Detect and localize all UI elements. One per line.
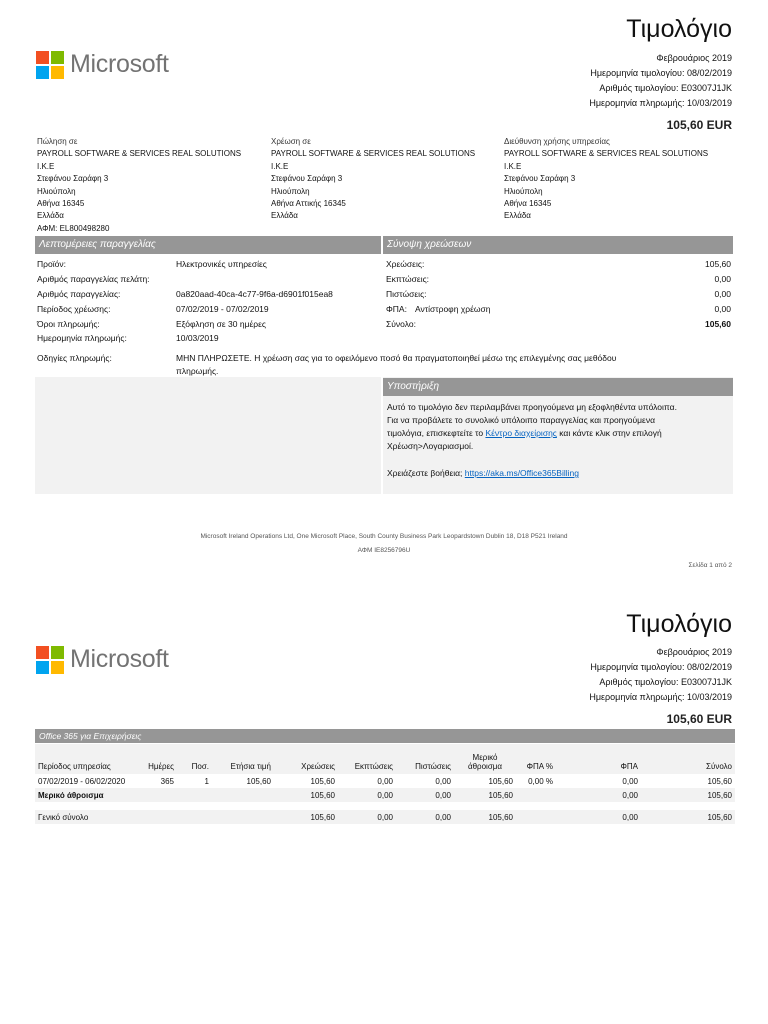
order-value: 07/02/2019 - 07/02/2019 [176,304,269,314]
table-cell: 0,00 [622,776,638,786]
address-line: I.K.E [37,161,55,171]
table-cell: 365 [160,776,174,786]
column-header: Ημέρες [148,762,174,771]
bill-to-label: Χρέωση σε [271,137,311,146]
order-label: Περίοδος χρέωσης: [37,304,111,314]
support-header: Υποστήριξη [383,378,733,396]
table-cell: 105,60 [246,776,271,786]
column-header: ΦΠΑ % [526,762,553,771]
table-cell: 0,00 [435,776,451,786]
summary-label: Χρεώσεις: [386,259,425,269]
empty-panel [35,377,381,494]
support-text: και κάντε κλικ στην επιλογή [556,428,662,438]
spacer-row [35,802,735,810]
table-cell: 105,60 [310,776,335,786]
table-cell: 0,00 [377,790,393,800]
address-line: Στεφάνου Σαράφη 3 [271,174,343,184]
column-header: Σύνολο [706,762,732,771]
help-label: Χρειάζεστε βοήθεια; [387,468,465,478]
subtotal-label: Μερικό άθροισμα [38,790,104,800]
address-line: I.K.E [504,161,522,171]
microsoft-squares-icon [36,646,64,674]
vat-number: ΑΦΜ: EL800498280 [37,223,110,233]
column-header: Περίοδος υπηρεσίας [38,762,111,771]
table-cell: 0,00 [622,812,638,822]
address-line: Αθήνα 16345 [504,199,552,209]
detail-table [35,744,735,824]
detail-header: Office 365 για Επιχειρήσεις [35,729,735,743]
table-row [35,774,735,788]
address-line: Αθήνα 16345 [37,199,85,209]
table-cell: 105,60 [310,790,335,800]
grand-total-label: Γενικό σύνολο [38,812,89,822]
vat-note: Αντίστροφη χρέωση [415,304,491,314]
address-line: I.K.E [271,161,289,171]
column-header: Ποσ. [191,762,209,771]
subtotal-row [35,788,735,802]
column-header: Πιστώσεις [415,762,451,771]
summary-label: ΦΠΑ: [386,304,407,314]
invoice-number: Αριθμός τιμολογίου: E03007J1JK [599,677,732,687]
summary-value: 0,00 [714,274,731,284]
order-label: Αριθμός παραγγελίας πελάτη: [37,274,150,284]
column-header: Μερικό άθροισμα [467,753,503,771]
support-line: Χρέωση>Λογαριασμοί. [387,441,474,451]
order-label: Αριθμός παραγγελίας: [37,289,121,299]
table-cell: 0,00 [377,776,393,786]
page-number: Σελίδα 1 από 2 [688,562,732,569]
table-cell [516,810,556,824]
payment-text-cont: πληρωμής. [176,366,219,376]
brand-name: Microsoft [70,50,169,78]
invoice-amount-p2: 105,60 EUR [666,712,732,726]
invoice-meta-p2 [589,645,732,705]
invoice-date: Ημερομηνία τιμολογίου: 08/02/2019 [590,662,732,672]
spacer [35,802,735,810]
column-header: Εκπτώσεις [354,762,393,771]
summary-value: 0,00 [714,304,731,314]
address-line: Αθήνα Αττικής 16345 [271,199,346,209]
column-header: ΦΠΑ [620,762,638,771]
address-line: Ηλιούπολη [37,186,76,196]
microsoft-logo-p2 [36,645,169,674]
table-cell: 105,60 [707,812,732,822]
address-line: Ηλιούπολη [504,186,543,196]
table-cell: 105,60 [707,776,732,786]
table-cell: 105,60 [488,812,513,822]
column-header: Χρεώσεις [301,762,335,771]
summary-label: Σύνολο: [386,319,416,329]
table-cell: 0,00 % [528,776,553,786]
table-cell: 0,00 [435,790,451,800]
summary-header: Σύνοψη χρεώσεων [383,236,733,254]
order-details-header: Λεπτομέρειες παραγγελίας [35,236,381,254]
summary-value: 105,60 [705,259,731,269]
address-line: Ελλάδα [37,211,64,221]
address-line: Στεφάνου Σαράφη 3 [504,174,576,184]
table-cell: 0,00 [435,812,451,822]
invoice-title: Τιμολόγιο [626,15,732,43]
summary-total: 105,60 [705,319,731,329]
sold-to-label: Πώληση σε [37,137,78,146]
brand-name: Microsoft [70,645,169,673]
admin-center-link[interactable]: Κέντρο διαχείρισης [485,428,557,438]
payment-label: Οδηγίες πληρωμής: [37,353,112,363]
address-line: Στεφάνου Σαράφη 3 [37,174,109,184]
payment-text: ΜΗΝ ΠΛΗΡΩΣΕΤΕ. Η χρέωση σας για το οφειλόμενο ποσό θα πραγματοποιηθεί μέσω της επιλεγμένης σας μεθόδου [176,353,617,363]
summary-label: Εκπτώσεις: [386,274,430,284]
help-line [387,468,579,478]
address-line: Ελλάδα [504,211,531,221]
bill-to-block [271,136,496,223]
address-line: PAYROLL SOFTWARE & SERVICES REAL SOLUTIONS [504,149,709,159]
table-cell [516,788,556,802]
invoice-title-p2: Τιμολόγιο [626,610,732,638]
address-line: PAYROLL SOFTWARE & SERVICES REAL SOLUTIONS [271,149,476,159]
grand-total-row [35,810,735,824]
summary-label: Πιστώσεις: [386,289,427,299]
address-line: Ελλάδα [271,211,298,221]
support-line: Για να προβάλετε το συνολικό υπόλοιπο παραγγελίας και προηγούμενα [387,415,655,425]
microsoft-logo [36,50,169,79]
table-cell: 07/02/2019 - 06/02/2020 [38,776,126,786]
service-address-block [504,136,732,223]
microsoft-squares-icon [36,51,64,79]
order-label: Προϊόν: [37,259,66,269]
invoice-number: Αριθμός τιμολογίου: E03007J1JK [599,83,732,93]
table-header-row [35,744,735,774]
invoice-month: Φεβρουάριος 2019 [656,647,732,657]
invoice-meta [589,51,732,111]
table-cell: 1 [204,776,209,786]
order-value: 0a820aad-40ca-4c77-9f6a-d6901f015ea8 [176,289,333,299]
sold-to-block [37,136,262,235]
order-label: Ημερομηνία πληρωμής: [37,333,127,343]
support-text: τιμολόγια, επισκεφτείτε το [387,428,486,438]
table-cell: 0,00 [622,790,638,800]
summary-value: 0,00 [714,289,731,299]
invoice-date: Ημερομηνία τιμολογίου: 08/02/2019 [590,68,732,78]
table-cell: 0,00 [377,812,393,822]
order-value: 10/03/2019 [176,333,219,343]
invoice-amount: 105,60 EUR [666,118,732,132]
table-cell: 105,60 [488,790,513,800]
support-line [387,428,662,438]
table-cell: 105,60 [707,790,732,800]
invoice-due: Ημερομηνία πληρωμής: 10/03/2019 [589,692,732,702]
order-value: Ηλεκτρονικές υπηρεσίες [176,259,267,269]
footer-address: Microsoft Ireland Operations Ltd, One Microsoft Place, South County Business Park Leopardstown Dublin 18, D18 P521 Ireland [200,533,568,540]
billing-help-link[interactable]: https://aka.ms/Office365Billing [464,468,579,478]
column-header: Ετήσια τιμή [230,762,271,771]
invoice-month: Φεβρουάριος 2019 [656,53,732,63]
address-line: Ηλιούπολη [271,186,310,196]
order-label: Όροι πληρωμής: [37,319,100,329]
table-cell: 105,60 [310,812,335,822]
support-line: Αυτό το τιμολόγιο δεν περιλαμβάνει προηγούμενα μη εξοφληθέντα υπόλοιπα. [387,402,677,412]
service-address-label: Διεύθυνση χρήσης υπηρεσίας [504,137,610,146]
order-value: Εξόφληση σε 30 ημέρες [176,319,266,329]
table-cell: 105,60 [488,776,513,786]
footer-vat: ΑΦΜ IE8256796U [357,547,411,554]
address-line: PAYROLL SOFTWARE & SERVICES REAL SOLUTIONS [37,149,242,159]
invoice-due: Ημερομηνία πληρωμής: 10/03/2019 [589,98,732,108]
